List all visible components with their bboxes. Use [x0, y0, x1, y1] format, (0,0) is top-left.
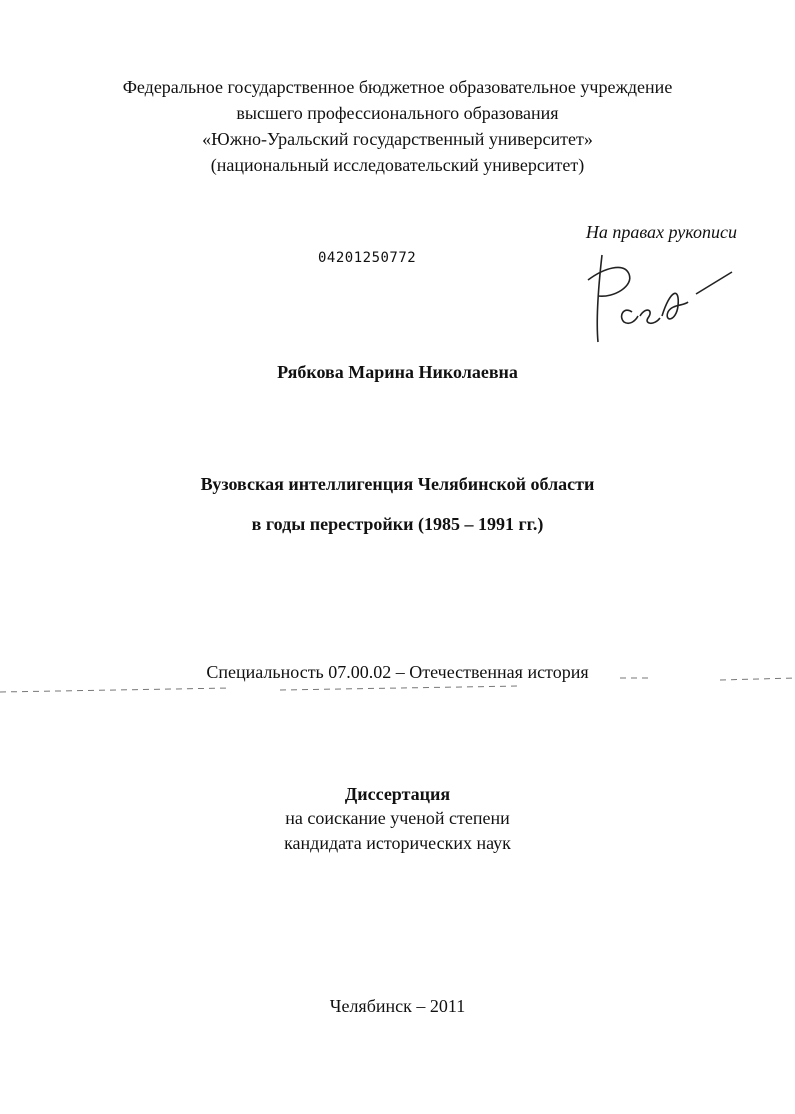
manuscript-rights-note: На правах рукописи	[585, 222, 737, 242]
dissertation-title-line-2: в годы перестройки (1985 – 1991 гг.)	[251, 514, 544, 534]
institution-line-4: (национальный исследовательский университет)	[210, 155, 585, 175]
dissertation-degree-line-1: на соискание ученой степени	[285, 808, 510, 828]
document-number: 04201250772	[318, 250, 417, 266]
institution-line-2: высшего профессионального образования	[236, 103, 559, 123]
dissertation-heading: Диссертация	[344, 784, 451, 804]
city-year: Челябинск – 2011	[329, 996, 466, 1016]
dissertation-degree-line-2: кандидата исторических наук	[284, 833, 511, 853]
specialty-line: Специальность 07.00.02 – Отечественная история	[206, 662, 589, 682]
institution-line-3: «Южно-Уральский государственный университет»	[202, 129, 593, 149]
institution-header	[0, 74, 795, 178]
dissertation-title-line-1: Вузовская интеллигенция Челябинской области	[200, 474, 595, 494]
author-name: Рябкова Марина Николаевна	[277, 362, 518, 382]
handwritten-signature	[584, 250, 734, 350]
institution-line-1: Федеральное государственное бюджетное образовательное учреждение	[122, 77, 673, 97]
